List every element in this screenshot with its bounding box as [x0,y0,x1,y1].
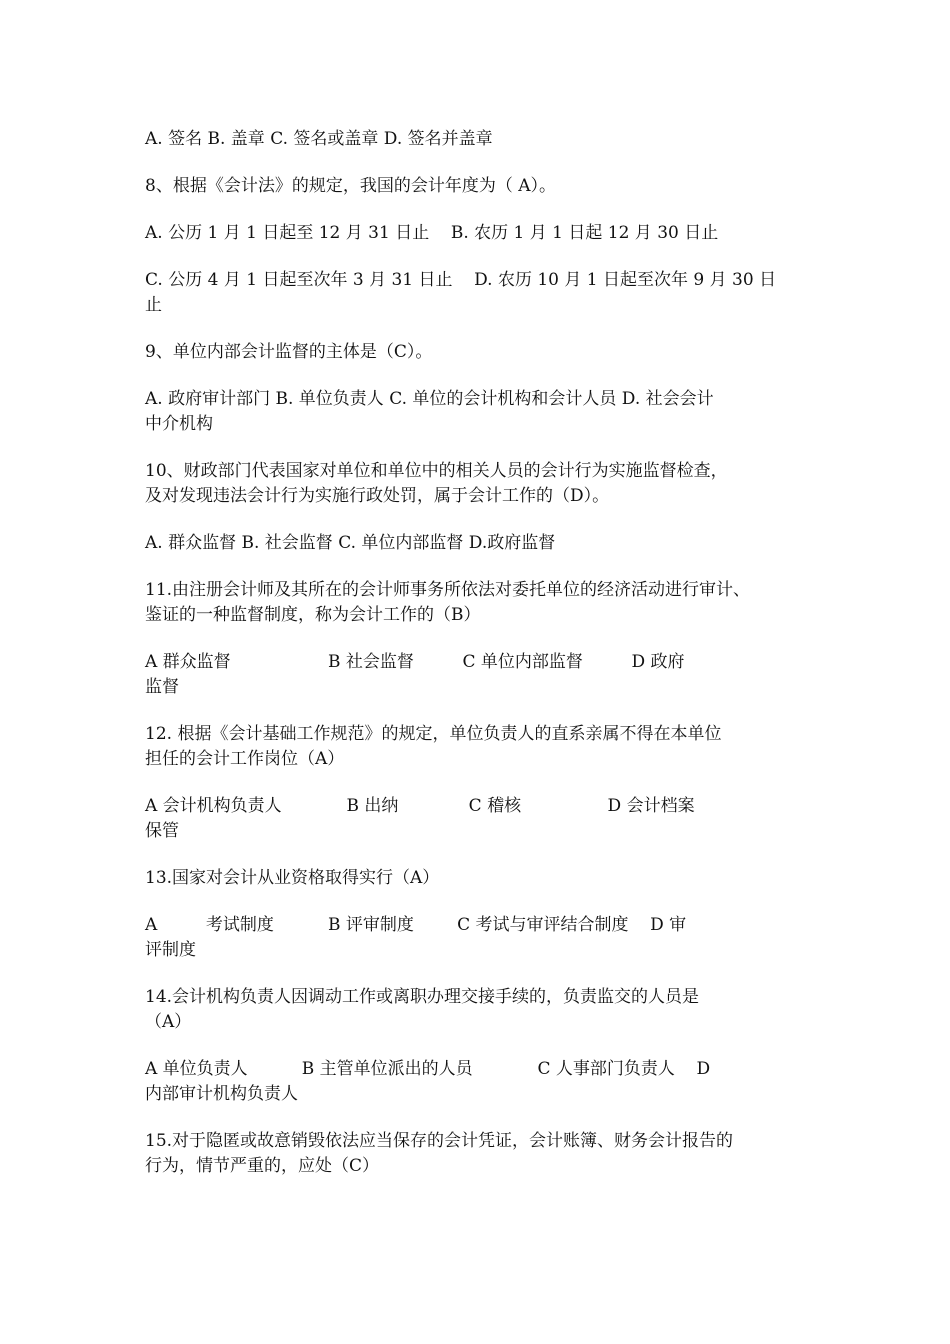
options-14-cont: 内部审计机构负责人 [145,1084,298,1104]
question-13: 13.国家对会计从业资格取得实行（A） [145,868,440,888]
options-10: A. 群众监督 B. 社会监督 C. 单位内部监督 D.政府监督 [145,533,556,553]
question-12: 12. 根据《会计基础工作规范》的规定，单位负责人的直系亲属不得在本单位 [145,724,722,744]
options-12-cont: 保管 [145,821,179,841]
options-13: A 考试制度 B 评审制度 C 考试与审评结合制度 D 审 [145,915,687,935]
options-12: A 会计机构负责人 B 出纳 C 稽核 D 会计档案 [145,796,695,816]
text-line: A. 签名 B. 盖章 C. 签名或盖章 D. 签名并盖章 [145,129,493,149]
question-8: 8、根据《会计法》的规定，我国的会计年度为（ A）。 [145,176,556,196]
options-14: A 单位负责人 B 主管单位派出的人员 C 人事部门负责人 D [145,1059,711,1079]
options-13-cont: 评制度 [145,940,196,960]
question-10-cont: 及对发现违法会计行为实施行政处罚，属于会计工作的（D）。 [145,486,610,506]
options-8-ab: A. 公历 1 月 1 日起至 12 月 31 日止 B. 农历 1 月 1 日起 12 月 30 日止 [145,223,719,243]
question-11-cont: 鉴证的一种监督制度，称为会计工作的（B） [145,605,481,625]
question-10: 10、财政部门代表国家对单位和单位中的相关人员的会计行为实施监督检查， [145,461,728,481]
question-15-cont: 行为，情节严重的，应处（C） [145,1156,380,1176]
options-11: A 群众监督 B 社会监督 C 单位内部监督 D 政府 [145,652,685,672]
question-14: 14.会计机构负责人因调动工作或离职办理交接手续的，负责监交的人员是 [145,987,700,1007]
question-11: 11.由注册会计师及其所在的会计师事务所依法对委托单位的经济活动进行审计、 [145,580,751,600]
question-12-cont: 担任的会计工作岗位（A） [145,749,345,769]
question-14-cont: （A） [145,1012,192,1032]
question-9: 9、单位内部会计监督的主体是（C）。 [145,342,433,362]
options-11-cont: 监督 [145,677,179,697]
options-8-cd-cont: 止 [145,295,162,315]
question-15: 15.对于隐匿或故意销毁依法应当保存的会计凭证，会计账簿、财务会计报告的 [145,1131,734,1151]
options-9-cont: 中介机构 [145,414,213,434]
options-9: A. 政府审计部门 B. 单位负责人 C. 单位的会计机构和会计人员 D. 社会会计 [145,389,714,409]
options-8-cd: C. 公历 4 月 1 日起至次年 3 月 31 日止 D. 农历 10 月 1 日起至次年 9 月 30 日 [145,270,777,290]
